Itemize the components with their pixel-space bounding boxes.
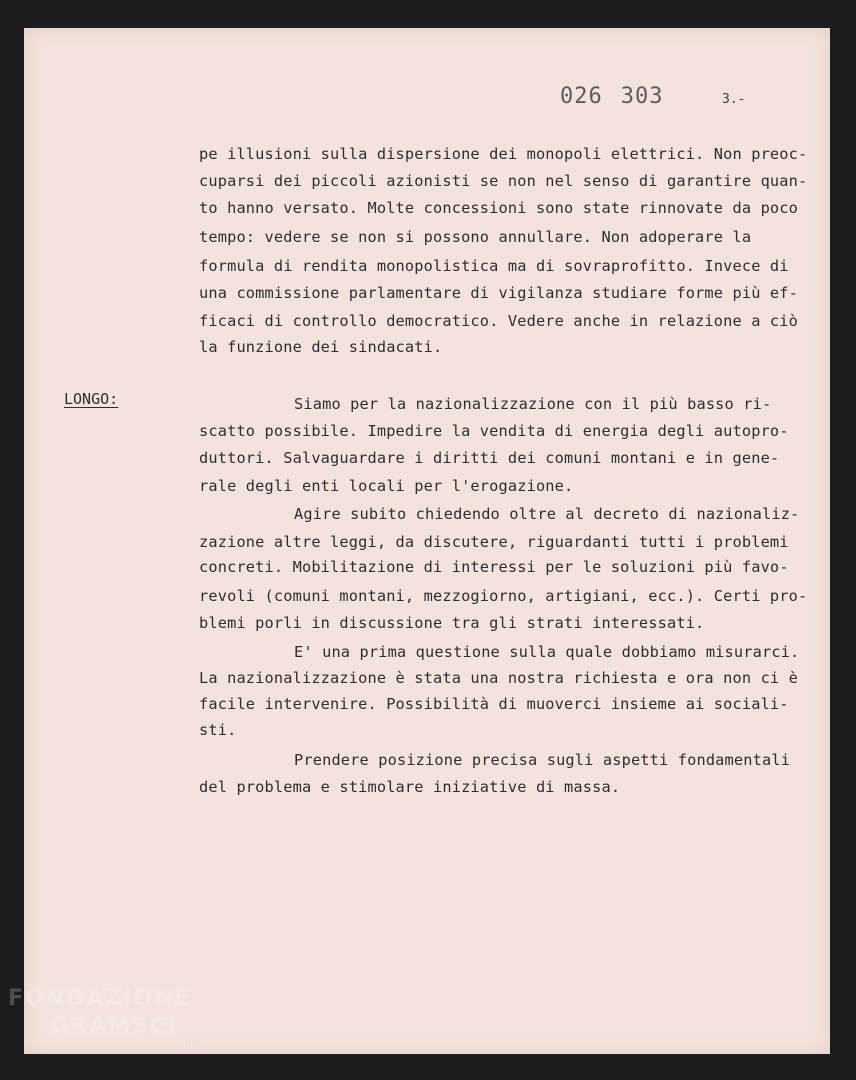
text-line: cuparsi dei piccoli azionisti se non nel senso di garantire quan- <box>199 172 808 190</box>
text-line: formula di rendita monopolistica ma di sovraprofitto. Invece di <box>199 257 789 275</box>
archive-number-stamp <box>560 84 664 109</box>
archive-number-right: 303 <box>620 84 664 109</box>
text-line: revoli (comuni montani, mezzogiorno, artigiani, ecc.). Certi pro- <box>199 587 808 605</box>
text-line: una commissione parlamentare di vigilanza studiare forme più ef- <box>199 284 799 302</box>
text-line: E' una prima questione sulla quale dobbiamo misurarci. <box>294 643 800 661</box>
text-line: concreti. Mobilitazione di interessi per le soluzioni più favo- <box>199 558 789 576</box>
watermark-line2: GRAMSCI <box>50 1014 179 1039</box>
text-line: to hanno versato. Molte concessioni sono state rinnovate da poco <box>199 199 799 217</box>
text-line: facile intervenire. Possibilità di muoverci insieme ai sociali- <box>199 695 789 713</box>
fondazione-gramsci-watermark <box>8 988 208 1050</box>
text-line: pe illusioni sulla dispersione dei monopoli elettrici. Non preoc- <box>199 145 808 163</box>
text-line: sti. <box>199 721 237 739</box>
text-line: Agire subito chiedendo oltre al decreto di nazionaliz- <box>294 505 800 523</box>
text-line: La nazionalizzazione è stata una nostra richiesta e ora non ci è <box>199 669 799 687</box>
text-line: tempo: vedere se non si possono annullare. Non adoperare la <box>199 228 752 246</box>
text-line: rale degli enti locali per l'erogazione. <box>199 477 574 495</box>
text-line: zazione altre leggi, da discutere, riguardanti tutti i problemi <box>199 533 789 551</box>
watermark-line1: FONDAZIONE <box>8 986 192 1011</box>
watermark-sub: ONLUS <box>176 1041 209 1050</box>
text-line: del problema e stimolare iniziative di massa. <box>199 778 621 796</box>
text-line: blemi porli in discussione tra gli strati interessati. <box>199 614 705 632</box>
page-number: 3.- <box>722 92 746 107</box>
archive-number-left: 026 <box>560 84 603 109</box>
text-line: Siamo per la nazionalizzazione con il più basso ri- <box>294 395 772 413</box>
text-line: Prendere posizione precisa sugli aspetti fondamentali <box>294 751 791 769</box>
text-line: duttori. Salvaguardare i diritti dei comuni montani e in gene- <box>199 449 780 467</box>
speaker-label: LONGO: <box>64 390 119 408</box>
text-line: la funzione dei sindacati. <box>199 338 443 356</box>
text-line: ficaci di controllo democratico. Vedere anche in relazione a ciò <box>199 312 799 330</box>
text-line: scatto possibile. Impedire la vendita di energia degli autopro- <box>199 422 789 440</box>
